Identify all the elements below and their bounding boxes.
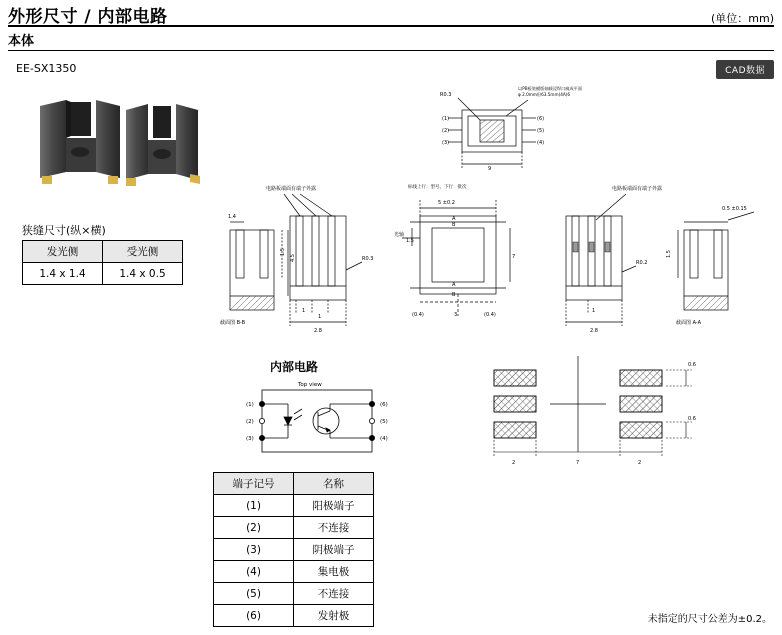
pin-name: 发射极 (294, 605, 374, 627)
slot-table-caption: 狭缝尺寸(纵×横) (22, 224, 106, 237)
side-label-b-top: B (452, 222, 456, 228)
pat-dim-2: 7 (576, 460, 580, 466)
side-dim-center: 3 (454, 312, 458, 318)
pin-no: (3) (214, 539, 294, 561)
circuit-topview-label: Top view (298, 382, 322, 388)
side-dim-foot-l: (0.4) (412, 312, 424, 318)
table-row (214, 583, 374, 605)
drawing-section-aa (662, 200, 777, 340)
drawing-internal-circuit (226, 378, 416, 468)
pin-name: 集电极 (294, 561, 374, 583)
front-dim-1b: 1 (318, 314, 322, 320)
pin-name: 不连接 (294, 517, 374, 539)
product-photo (22, 86, 212, 196)
internal-circuit-title: 内部电路 (270, 360, 319, 374)
drawing-top-view (410, 82, 590, 182)
table-row (214, 517, 374, 539)
pin-no: (6) (214, 605, 294, 627)
table-row (214, 495, 374, 517)
page-title: 外形尺寸 / 内部电路 (8, 7, 168, 27)
pat-dim-a: 0.6 (688, 362, 696, 368)
top-pin-2: (2) (442, 128, 450, 134)
circuit-pin-2: (2) (246, 419, 254, 425)
rear-dim-1: 1 (592, 308, 596, 314)
side-label-a-top: A (452, 216, 456, 222)
pat-dim-3: 2 (638, 460, 642, 466)
table-row (214, 539, 374, 561)
top-dim-9: 9 (488, 166, 492, 172)
bb-caption: 截面图 B-B (220, 320, 246, 326)
circuit-pin-6: (6) (380, 402, 388, 408)
rear-dim-28: 2.8 (590, 328, 598, 334)
rear-dim-r02: R0.2 (636, 260, 648, 266)
pin-name: 不连接 (294, 583, 374, 605)
side-label-a-bot: A (452, 282, 456, 288)
side-dim-15: 1.5 (406, 238, 414, 244)
top-dim-r03: R0.3 (440, 92, 452, 98)
top-pin-1: (1) (442, 116, 450, 122)
front-dim-28: 2.8 (314, 328, 322, 334)
front-dim-r03: R0.3 (362, 256, 374, 262)
side-dim-7: 7 (512, 254, 516, 260)
circuit-pin-4: (4) (380, 436, 388, 442)
bb-dim-14: 1.4 (228, 214, 236, 220)
side-dim-foot-r: (0.4) (484, 312, 496, 318)
cad-data-badge[interactable]: CAD数据 (716, 60, 774, 79)
unit-note: (单位：mm) (710, 12, 774, 25)
aa-caption: 截面图 A-A (676, 320, 702, 326)
pin-no: (5) (214, 583, 294, 605)
bb-dim-15: 1.5 (280, 248, 286, 256)
pin-no: (2) (214, 517, 294, 539)
aa-dim-15: 1.5 (666, 250, 672, 258)
model-number: EE-SX1350 (16, 62, 77, 75)
pin-name: 阳极端子 (294, 495, 374, 517)
side-dim-5: 5 ±0.2 (438, 200, 455, 206)
section-title: 本体 (8, 34, 35, 49)
top-pin-5: (5) (537, 128, 545, 134)
front-dim-1a: 1 (302, 308, 306, 314)
side-note: 标线上行：型号、下行：批次 (408, 185, 467, 190)
section-divider (8, 50, 774, 51)
pin-header-no: 端子记号 (214, 473, 294, 495)
side-label-b-bot: B (452, 292, 456, 298)
pin-no: (4) (214, 561, 294, 583)
header-divider (8, 25, 774, 27)
top-pin-3: (3) (442, 140, 450, 146)
slot-header-receiver: 受光侧 (103, 241, 183, 263)
pin-header-name: 名称 (294, 473, 374, 495)
slot-value-emitter: 1.4 x 1.4 (23, 263, 103, 285)
drawing-pcb-pattern (480, 352, 710, 472)
front-note: 电路板端面有端子外露 (266, 186, 317, 192)
slot-value-receiver: 1.4 x 0.5 (103, 263, 183, 285)
drawing-side-view (392, 176, 542, 336)
side-label-axis: 光轴 (394, 232, 405, 238)
tolerance-footnote: 未指定的尺寸公差为±0.2。 (647, 614, 772, 625)
circuit-pin-3: (3) (246, 436, 254, 442)
top-pin-4: (4) (537, 140, 545, 146)
aa-dim-05: 0.5 ±0.15 (722, 206, 747, 212)
pat-dim-b: 0.6 (688, 416, 696, 422)
pin-assignment-table (213, 472, 374, 627)
slot-header-emitter: 发光侧 (23, 241, 103, 263)
table-row (214, 561, 374, 583)
rear-note: 电路板端面有端子外露 (612, 186, 663, 192)
top-note-line2: φ 2.0mm但63.5mm(4A)6 (518, 92, 571, 97)
top-note-line1: 以PB板装模版轴载浸焊口廓成平面 (518, 86, 583, 91)
bb-dim-45: 4.5 (290, 254, 296, 262)
pin-no: (1) (214, 495, 294, 517)
circuit-pin-5: (5) (380, 419, 388, 425)
circuit-pin-1: (1) (246, 402, 254, 408)
table-row (214, 605, 374, 627)
slot-size-table (22, 240, 183, 285)
pin-name: 阴极端子 (294, 539, 374, 561)
top-pin-6: (6) (537, 116, 545, 122)
pat-dim-1: 2 (512, 460, 516, 466)
